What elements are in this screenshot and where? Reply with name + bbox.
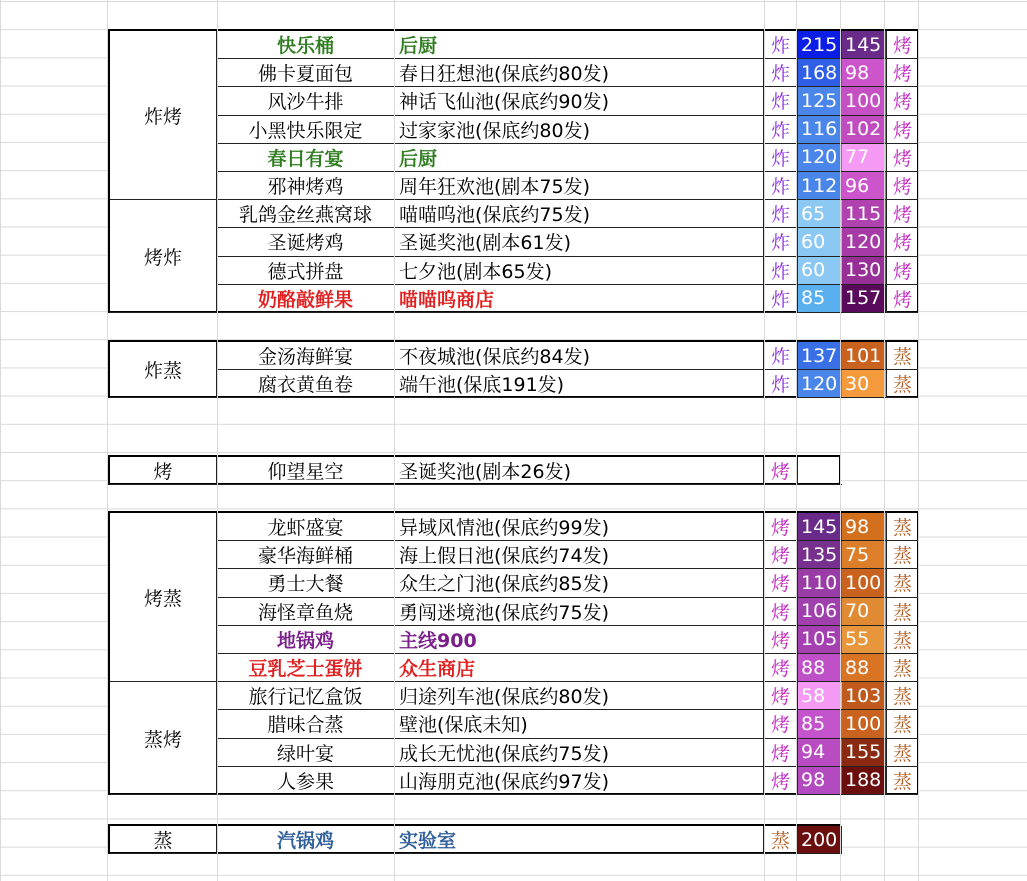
- method-1-cell[interactable]: 烤: [764, 457, 798, 485]
- value-2-cell[interactable]: 101: [842, 342, 886, 370]
- method-1-cell[interactable]: 炸: [764, 144, 798, 172]
- value-1-cell[interactable]: 98: [798, 767, 842, 795]
- pool-cell[interactable]: 海上假日池(保底约74发): [395, 541, 764, 569]
- value-1-cell[interactable]: 120: [798, 144, 842, 172]
- pool-cell[interactable]: 喵喵呜池(保底约75发): [395, 200, 764, 228]
- value-2-cell[interactable]: 100: [842, 710, 886, 738]
- dish-name-cell[interactable]: 汽锅鸡: [217, 826, 395, 854]
- method-1-cell[interactable]: 烤: [764, 513, 798, 541]
- value-2-cell[interactable]: 100: [842, 87, 886, 115]
- value-1-cell[interactable]: 215: [798, 31, 842, 59]
- pool-cell[interactable]: 后厨: [395, 31, 764, 59]
- method-2-cell[interactable]: 蒸: [886, 598, 918, 626]
- pool-cell[interactable]: 山海朋克池(保底约97发): [395, 767, 764, 795]
- method-2-cell[interactable]: 蒸: [886, 682, 918, 710]
- grid-line: [107, 0, 108, 881]
- table-row: [217, 172, 918, 200]
- data-table: [108, 340, 919, 398]
- value-1-cell[interactable]: 125: [798, 87, 842, 115]
- group-label[interactable]: 烤炸: [110, 200, 217, 313]
- group-label[interactable]: 炸蒸: [110, 342, 217, 398]
- value-1-cell[interactable]: 60: [798, 257, 842, 285]
- method-1-cell[interactable]: 炸: [764, 228, 798, 256]
- value-1-cell[interactable]: 60: [798, 228, 842, 256]
- method-1-cell[interactable]: 烤: [764, 569, 798, 597]
- pool-cell[interactable]: 神话飞仙池(保底约90发): [395, 87, 764, 115]
- table-row: [217, 826, 842, 854]
- method-1-cell[interactable]: 炸: [764, 87, 798, 115]
- pool-cell[interactable]: 勇闯迷境池(保底约75发): [395, 598, 764, 626]
- method-2-cell[interactable]: 蒸: [886, 541, 918, 569]
- dish-name-cell[interactable]: 旅行记忆盒饭: [217, 682, 395, 710]
- value-2-cell[interactable]: 96: [842, 172, 886, 200]
- pool-cell[interactable]: 圣诞奖池(剧本61发): [395, 228, 764, 256]
- dish-name-cell[interactable]: 龙虾盛宴: [217, 513, 395, 541]
- value-1-cell[interactable]: 168: [798, 59, 842, 87]
- value-1-cell[interactable]: 145: [798, 513, 842, 541]
- method-1-cell[interactable]: 炸: [764, 59, 798, 87]
- table-row: [217, 569, 918, 597]
- dish-name-cell[interactable]: 勇士大餐: [217, 569, 395, 597]
- pool-cell[interactable]: 后厨: [395, 144, 764, 172]
- grid-line: [918, 0, 919, 881]
- dish-name-cell[interactable]: 人参果: [217, 767, 395, 795]
- value-2-cell[interactable]: 75: [842, 541, 886, 569]
- table-row: [217, 116, 918, 144]
- method-1-cell[interactable]: 蒸: [764, 826, 798, 854]
- dish-name-cell[interactable]: 风沙牛排: [217, 87, 395, 115]
- method-2-cell[interactable]: 蒸: [886, 710, 918, 738]
- value-2-cell[interactable]: 98: [842, 513, 886, 541]
- dish-name-cell[interactable]: 快乐桶: [217, 31, 395, 59]
- method-1-cell[interactable]: 烤: [764, 626, 798, 654]
- dish-name-cell[interactable]: 奶酪敲鲜果: [217, 285, 395, 313]
- value-2-cell[interactable]: 100: [842, 569, 886, 597]
- dish-name-cell[interactable]: 绿叶宴: [217, 739, 395, 767]
- dish-name-cell[interactable]: 圣诞烤鸡: [217, 228, 395, 256]
- method-1-cell[interactable]: 烤: [764, 767, 798, 795]
- method-2-cell[interactable]: 烤: [886, 285, 918, 313]
- pool-cell[interactable]: 众生商店: [395, 654, 764, 682]
- method-2-cell[interactable]: 蒸: [886, 513, 918, 541]
- method-1-cell[interactable]: 烤: [764, 541, 798, 569]
- dish-name-cell[interactable]: 佛卡夏面包: [217, 59, 395, 87]
- pool-cell[interactable]: 春日狂想池(保底约80发): [395, 59, 764, 87]
- value-2-cell[interactable]: 98: [842, 59, 886, 87]
- grid-line: [840, 0, 841, 881]
- method-1-cell[interactable]: 炸: [764, 342, 798, 370]
- group-label[interactable]: 烤: [110, 457, 217, 485]
- dish-name-cell[interactable]: 邪神烤鸡: [217, 172, 395, 200]
- dish-name-cell[interactable]: 德式拼盘: [217, 257, 395, 285]
- table-row: [217, 739, 918, 767]
- method-2-cell[interactable]: 蒸: [886, 569, 918, 597]
- value-2-cell[interactable]: 120: [842, 228, 886, 256]
- pool-cell[interactable]: 七夕池(剧本65发): [395, 257, 764, 285]
- table-row: [217, 87, 918, 115]
- table-row: [217, 654, 918, 682]
- value-1-cell[interactable]: 105: [798, 626, 842, 654]
- value-2-cell[interactable]: 188: [842, 767, 886, 795]
- method-2-cell[interactable]: 烤: [886, 116, 918, 144]
- method-1-cell[interactable]: 烤: [764, 739, 798, 767]
- grid-line: [217, 0, 218, 881]
- pool-cell[interactable]: 壁池(保底未知): [395, 710, 764, 738]
- method-1-cell[interactable]: 烤: [764, 598, 798, 626]
- group-label[interactable]: 炸烤: [110, 31, 217, 200]
- value-2-cell[interactable]: 115: [842, 200, 886, 228]
- table-row: [217, 228, 918, 256]
- value-1-cell[interactable]: 94: [798, 739, 842, 767]
- method-2-cell[interactable]: 烤: [886, 31, 918, 59]
- table-row: [217, 513, 918, 541]
- method-2-cell[interactable]: 烤: [886, 172, 918, 200]
- value-1-cell[interactable]: 135: [798, 541, 842, 569]
- dish-name-cell[interactable]: 豪华海鲜桶: [217, 541, 395, 569]
- pool-cell[interactable]: 喵喵呜商店: [395, 285, 764, 313]
- pool-cell[interactable]: 实验室: [395, 826, 764, 854]
- data-table: [108, 511, 919, 795]
- dish-name-cell[interactable]: 金汤海鲜宴: [217, 342, 395, 370]
- table-row: [217, 285, 918, 313]
- table-row: [217, 626, 918, 654]
- group-label[interactable]: 蒸烤: [110, 682, 217, 795]
- group-label[interactable]: 烤蒸: [110, 513, 217, 682]
- pool-cell[interactable]: 异域风情池(保底约99发): [395, 513, 764, 541]
- method-2-cell[interactable]: 蒸: [886, 739, 918, 767]
- data-table: [108, 29, 919, 313]
- method-1-cell[interactable]: 烤: [764, 682, 798, 710]
- table-row: [217, 31, 918, 59]
- table-row: [217, 541, 918, 569]
- method-2-cell[interactable]: 蒸: [886, 626, 918, 654]
- method-1-cell[interactable]: 烤: [764, 710, 798, 738]
- value-2-cell[interactable]: 55: [842, 626, 886, 654]
- pool-cell[interactable]: 圣诞奖池(剧本26发): [395, 457, 764, 485]
- value-1-cell[interactable]: 106: [798, 598, 842, 626]
- method-1-cell[interactable]: 炸: [764, 172, 798, 200]
- value-1-cell[interactable]: 88: [798, 654, 842, 682]
- grid-line: [764, 0, 765, 881]
- pool-cell[interactable]: 成长无忧池(保底约75发): [395, 739, 764, 767]
- value-2-cell[interactable]: 103: [842, 682, 886, 710]
- pool-cell[interactable]: 众生之门池(保底约85发): [395, 569, 764, 597]
- dish-name-cell[interactable]: 小黑快乐限定: [217, 116, 395, 144]
- value-2-cell[interactable]: 157: [842, 285, 886, 313]
- value-2-cell[interactable]: 30: [842, 370, 886, 398]
- method-2-cell[interactable]: 烤: [886, 228, 918, 256]
- dish-name-cell[interactable]: 腊味合蒸: [217, 710, 395, 738]
- value-2-cell[interactable]: 77: [842, 144, 886, 172]
- grid-line: [796, 0, 797, 881]
- value-2-cell[interactable]: 88: [842, 654, 886, 682]
- table-row: [217, 144, 918, 172]
- value-1-cell[interactable]: 112: [798, 172, 842, 200]
- method-1-cell[interactable]: 炸: [764, 285, 798, 313]
- table-row: [217, 342, 918, 370]
- method-2-cell[interactable]: 烤: [886, 200, 918, 228]
- table-row: [217, 767, 918, 795]
- value-1-cell[interactable]: 120: [798, 370, 842, 398]
- dish-name-cell[interactable]: 春日有宴: [217, 144, 395, 172]
- value-2-cell[interactable]: 145: [842, 31, 886, 59]
- value-2-cell[interactable]: 102: [842, 116, 886, 144]
- table-row: [217, 370, 918, 398]
- dish-name-cell[interactable]: 乳鸽金丝燕窝球: [217, 200, 395, 228]
- method-1-cell[interactable]: 炸: [764, 200, 798, 228]
- method-2-cell[interactable]: 蒸: [886, 342, 918, 370]
- dish-name-cell[interactable]: 地锅鸡: [217, 626, 395, 654]
- method-2-cell[interactable]: 蒸: [886, 370, 918, 398]
- method-1-cell[interactable]: 炸: [764, 370, 798, 398]
- method-2-cell[interactable]: 蒸: [886, 654, 918, 682]
- method-1-cell[interactable]: 炸: [764, 257, 798, 285]
- grid-line: [394, 0, 395, 881]
- pool-cell[interactable]: 端午池(保底191发): [395, 370, 764, 398]
- dish-name-cell[interactable]: 仰望星空: [217, 457, 395, 485]
- value-1-cell[interactable]: 85: [798, 285, 842, 313]
- table-row: [217, 257, 918, 285]
- value-1-cell[interactable]: 85: [798, 710, 842, 738]
- table-row: [217, 598, 918, 626]
- table-row: [217, 710, 918, 738]
- value-1-cell[interactable]: 150: [798, 457, 842, 485]
- pool-cell[interactable]: 周年狂欢池(剧本75发): [395, 172, 764, 200]
- table-row: [217, 59, 918, 87]
- method-2-cell[interactable]: 烤: [886, 59, 918, 87]
- pool-cell[interactable]: 归途列车池(保底约80发): [395, 682, 764, 710]
- method-2-cell[interactable]: 烤: [886, 87, 918, 115]
- method-2-cell[interactable]: 烤: [886, 257, 918, 285]
- value-1-cell[interactable]: 116: [798, 116, 842, 144]
- dish-name-cell[interactable]: 腐衣黄鱼卷: [217, 370, 395, 398]
- value-1-cell[interactable]: 200: [798, 826, 842, 854]
- value-1-cell[interactable]: 58: [798, 682, 842, 710]
- table-row: [217, 682, 918, 710]
- value-2-cell[interactable]: 130: [842, 257, 886, 285]
- pool-cell[interactable]: 主线900: [395, 626, 764, 654]
- dish-name-cell[interactable]: 豆乳芝士蛋饼: [217, 654, 395, 682]
- value-1-cell[interactable]: 137: [798, 342, 842, 370]
- grid-line: [884, 0, 885, 881]
- table-row: [217, 200, 918, 228]
- table-row: [217, 457, 842, 485]
- pool-cell[interactable]: 不夜城池(保底约84发): [395, 342, 764, 370]
- method-1-cell[interactable]: 炸: [764, 116, 798, 144]
- value-1-cell[interactable]: 65: [798, 200, 842, 228]
- group-label[interactable]: 蒸: [110, 826, 217, 854]
- method-1-cell[interactable]: 烤: [764, 654, 798, 682]
- value-2-cell[interactable]: 155: [842, 739, 886, 767]
- method-2-cell[interactable]: 烤: [886, 144, 918, 172]
- dish-name-cell[interactable]: 海怪章鱼烧: [217, 598, 395, 626]
- method-2-cell[interactable]: 蒸: [886, 767, 918, 795]
- value-1-cell[interactable]: 110: [798, 569, 842, 597]
- method-1-cell[interactable]: 炸: [764, 31, 798, 59]
- pool-cell[interactable]: 过家家池(保底约80发): [395, 116, 764, 144]
- value-2-cell[interactable]: 70: [842, 598, 886, 626]
